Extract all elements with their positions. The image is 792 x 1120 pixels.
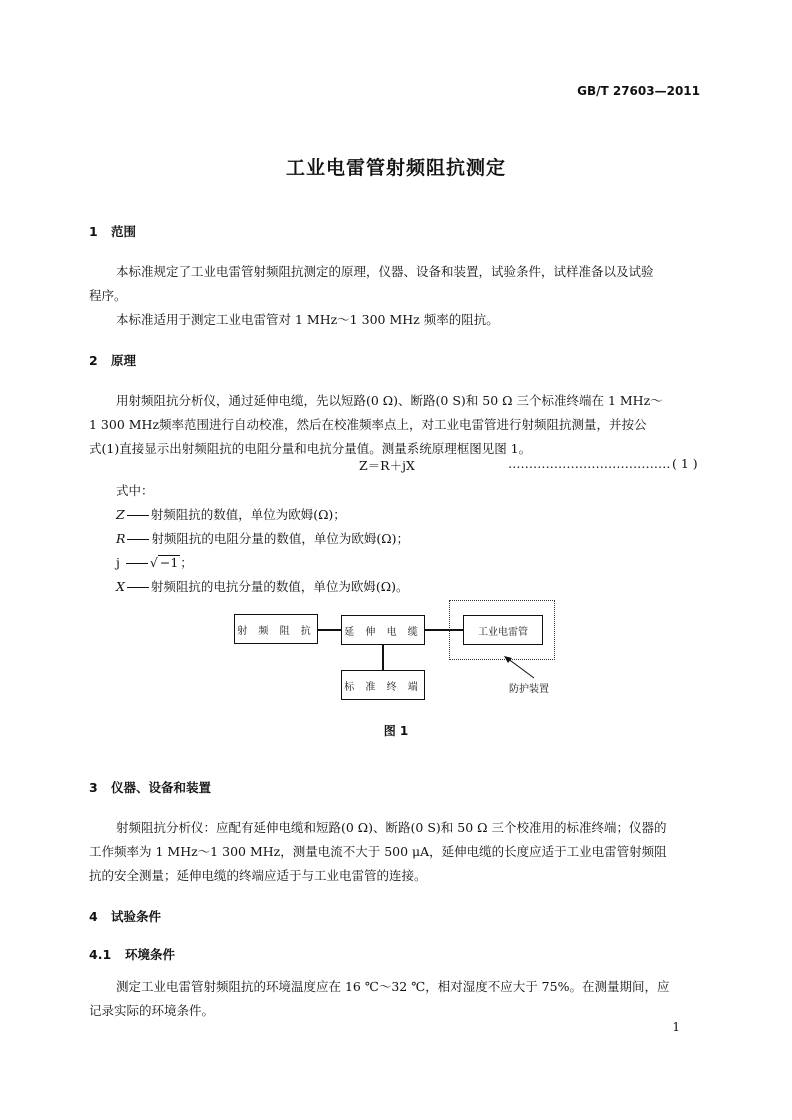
definition-text: ； xyxy=(180,555,193,570)
section-2-line-1: 用射频阻抗分析仪，通过延伸电缆，先以短路(0 Ω)、断路(0 S)和 50 Ω 三个标准终端在 1 MHz～ xyxy=(116,393,663,408)
section-number: 4.1 xyxy=(89,947,112,962)
definition-text: 射频阻抗的电阻分量的数值，单位为欧姆(Ω)； xyxy=(151,531,410,546)
formula-expression: Z＝R＋jX xyxy=(359,458,415,473)
box-label: 射 频 阻 抗 xyxy=(237,625,315,637)
document-title: 工业电雷管射频阻抗测定 xyxy=(285,157,506,179)
section-number: 4 xyxy=(89,909,98,924)
sqrt-content: −1 xyxy=(159,555,179,570)
subsection-4-1-heading xyxy=(89,945,175,963)
section-number: 3 xyxy=(89,780,98,795)
section-2-line-2: 1 300 MHz频率范围进行自动校准，然后在校准频率点上，对工业电雷管进行射频阻抗测量，并按公 xyxy=(89,417,647,432)
symbol: R xyxy=(116,531,126,546)
where-label: 式中： xyxy=(116,483,154,498)
section-3-heading xyxy=(89,778,211,796)
em-dash xyxy=(127,587,149,588)
box-label: 延 伸 电 缆 xyxy=(344,626,422,638)
pointer-arrow xyxy=(500,652,540,682)
guard-label: 防护装置 xyxy=(509,684,549,695)
section-title: 环境条件 xyxy=(125,947,176,962)
standard-code: GB/T 27603—2011 xyxy=(577,84,700,98)
em-dash xyxy=(127,539,149,540)
section-3-line-2: 工作频率为 1 MHz～1 300 MHz，测量电流不大于 500 μA，延伸电缆的长度应适于工业电雷管射频阻 xyxy=(89,844,667,859)
section-4-1-line-2: 记录实际的环境条件。 xyxy=(89,1003,215,1018)
section-1-paragraph-1-line-2: 程序。 xyxy=(89,288,127,303)
figure-caption: 图 1 xyxy=(383,724,409,738)
cable-box xyxy=(341,615,425,645)
section-number: 2 xyxy=(89,353,98,368)
section-4-heading xyxy=(89,907,161,925)
sqrt-sign: √ xyxy=(149,555,158,570)
section-title: 范围 xyxy=(111,224,137,239)
definition-z xyxy=(116,503,346,527)
box-label: 标 准 终 端 xyxy=(344,681,422,693)
formula-leader-dots: ………………………………… xyxy=(508,456,671,471)
page-number: 1 xyxy=(672,1020,680,1034)
connector-line xyxy=(382,645,384,670)
section-3-line-1: 射频阻抗分析仪：应配有延伸电缆和短路(0 Ω)、断路(0 S)和 50 Ω 三个校准用的标准终端；仪器的 xyxy=(116,820,667,835)
section-1-paragraph-1-line-1: 本标准规定了工业电雷管射频阻抗测定的原理，仪器、设备和装置，试验条件，试样准备以及试验 xyxy=(116,264,654,279)
em-dash xyxy=(126,563,148,564)
section-title: 仪器、设备和装置 xyxy=(111,780,212,795)
section-3-line-3: 抗的安全测量；延伸电缆的终端应适于与工业电雷管的连接。 xyxy=(89,868,427,883)
section-title: 试验条件 xyxy=(111,909,162,924)
formula-number: ( 1 ) xyxy=(672,456,698,471)
symbol: Z xyxy=(116,507,125,522)
section-1-heading xyxy=(89,222,136,240)
analyzer-box xyxy=(234,614,318,644)
symbol: X xyxy=(116,579,125,594)
section-2-line-3: 式(1)直接显示出射频阻抗的电阻分量和电抗分量值。测量系统原理框图见图 1。 xyxy=(89,441,532,456)
definition-r xyxy=(116,527,409,551)
detonator-box xyxy=(463,615,543,645)
section-4-1-line-1: 测定工业电雷管射频阻抗的环境温度应在 16 ℃～32 ℃，相对湿度不应大于 75%。在测量期间，应 xyxy=(116,979,670,994)
section-1-paragraph-2: 本标准适用于测定工业电雷管对 1 MHz～1 300 MHz 频率的阻抗。 xyxy=(116,312,499,327)
section-number: 1 xyxy=(89,224,98,239)
definition-text: 射频阻抗的数值，单位为欧姆(Ω)； xyxy=(150,507,346,522)
connector-line xyxy=(317,629,341,631)
definition-text: 射频阻抗的电抗分量的数值，单位为欧姆(Ω)。 xyxy=(150,579,409,594)
section-2-heading xyxy=(89,351,136,369)
box-label: 工业电雷管 xyxy=(478,626,528,638)
definition-x xyxy=(116,575,409,599)
definition-j xyxy=(116,551,193,575)
section-title: 原理 xyxy=(111,353,137,368)
terminal-box xyxy=(341,670,425,700)
symbol: j xyxy=(116,555,120,570)
connector-line xyxy=(424,629,463,631)
em-dash xyxy=(127,515,149,516)
